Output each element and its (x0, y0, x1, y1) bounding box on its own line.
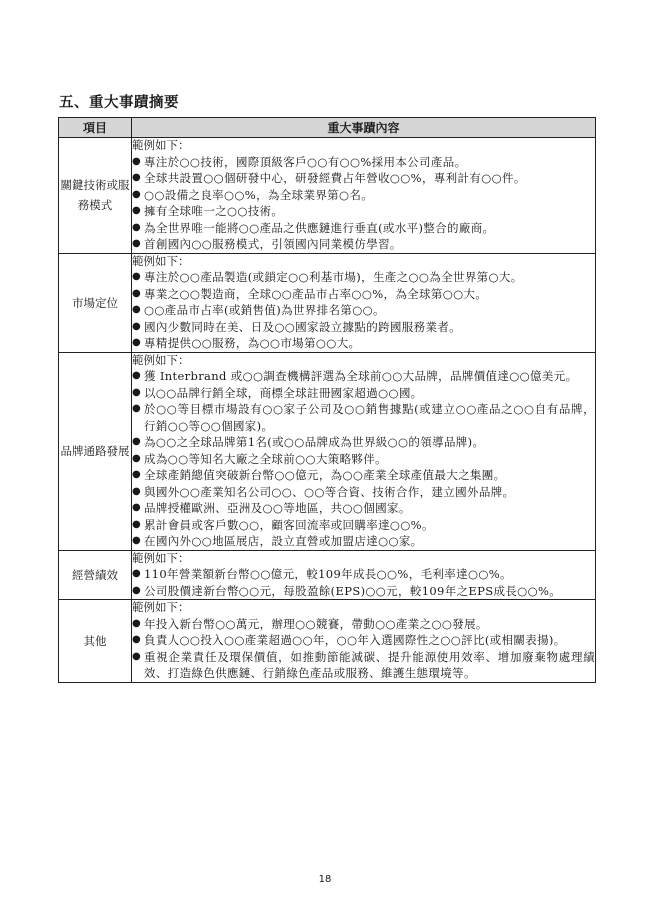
row-content (132, 600, 596, 683)
list-item-text: ○○產品市占率(或銷售值)為世界排名第○○。 (144, 303, 385, 317)
row-content (132, 352, 596, 550)
list-item (132, 632, 595, 649)
table-header-row (59, 118, 596, 138)
list-item-text: 110年營業額新台幣○○億元，較109年成長○○%，毛利率達○○%。 (144, 567, 512, 581)
list-item (132, 616, 595, 633)
row-intro: 範例如下： (132, 138, 190, 152)
list-item-text: ○○設備之良率○○%，為全球業界第○名。 (144, 187, 374, 202)
bullet-icon: ● (132, 584, 142, 596)
bullet-list (132, 616, 595, 682)
list-item-text: 擁有全球唯一之○○技術。 (144, 204, 284, 218)
page-number: 18 (318, 874, 332, 885)
list-item (132, 203, 595, 220)
bullet-icon: ● (132, 403, 142, 414)
list-item-text: 首創國內○○服務模式，引領國內同業模仿學習。 (144, 237, 402, 251)
row-label: 市場定位 (59, 253, 132, 352)
bullet-icon: ● (132, 188, 142, 200)
list-item-text: 為○○之全球品牌第1名(或○○品牌成為世界級○○的領導品牌)。 (144, 435, 485, 449)
bullet-icon: ● (132, 271, 142, 282)
list-item-text: 專精提供○○服務，為○○市場第○○大。 (144, 336, 361, 350)
list-item (132, 583, 595, 600)
list-item (132, 484, 595, 501)
list-item-text: 年投入新台幣○○萬元，辦理○○競賽，帶動○○產業之○○發展。 (144, 616, 488, 631)
list-item-text: 全球產銷總值突破新台幣○○億元，為○○產業全球產值最大之集團。 (144, 468, 506, 482)
list-item (132, 451, 595, 468)
list-item-text: 在國內外○○地區展店，設立直營或加盟店達○○家。 (144, 534, 423, 548)
list-item (132, 467, 595, 484)
list-item (132, 170, 595, 187)
list-item-text: 與國外○○產業知名公司○○、○○等合資、技術合作，建立國外品牌。 (144, 484, 515, 499)
list-item (132, 533, 595, 550)
row-content (132, 550, 596, 600)
bullet-icon: ● (132, 337, 142, 348)
list-item-text: 全球共設置○○個研發中心，研發經費占年營收○○%，專利計有○○件。 (144, 171, 526, 185)
row-intro: 範例如下： (132, 600, 190, 614)
bullet-icon: ● (132, 370, 142, 381)
table-row (59, 253, 596, 352)
bullet-icon: ● (132, 155, 142, 167)
bullet-icon: ● (132, 634, 142, 645)
bullet-icon: ● (132, 469, 142, 480)
list-item (132, 236, 595, 253)
header-item: 項目 (59, 118, 132, 138)
list-item (132, 187, 595, 204)
list-item-text: 負責人○○投入○○產業超過○○年，○○年入選國際性之○○評比(或相關表揚)。 (144, 633, 566, 647)
list-item-text: 為全世界唯一能將○○產品之供應鏈進行垂直(或水平)整合的廠商。 (144, 220, 495, 235)
bullet-icon: ● (132, 568, 142, 579)
header-content: 重大事蹟內容 (132, 118, 596, 138)
list-item-text: 專業之○○製造商，全球○○產品市占率○○%，為全球第○○大。 (144, 286, 488, 301)
list-item (132, 319, 595, 336)
section-title: 五、重大事蹟摘要 (59, 95, 179, 111)
bullet-icon: ● (132, 205, 142, 216)
list-item-text: 成為○○等知名大廠之全球前○○大策略夥伴。 (144, 451, 387, 466)
row-label: 品牌通路發展 (59, 352, 132, 550)
bullet-icon: ● (132, 535, 142, 546)
list-item (132, 286, 595, 303)
list-item-text: 於○○等目標市場設有○○家子公司及○○銷售據點(或建立○○產品之○○自有品牌，行銷○○等○○個國家)。 (144, 402, 595, 433)
bullet-icon: ● (132, 485, 142, 497)
list-item (132, 385, 595, 402)
bullet-icon: ● (132, 287, 142, 299)
bullet-icon: ● (132, 617, 142, 629)
list-item (132, 434, 595, 451)
list-item-text: 品牌授權歐洲、亞洲及○○等地區，共○○個國家。 (144, 501, 411, 515)
list-item-text: 專注於○○產品製造(或鎖定○○利基市場)，生產之○○為全世界第○大。 (144, 270, 523, 284)
summary-table (58, 117, 596, 683)
table-row (59, 352, 596, 550)
list-item (132, 401, 595, 434)
list-item-text: 國內少數同時在美、日及○○國家設立據點的跨國服務業者。 (144, 319, 462, 334)
row-intro: 範例如下： (132, 352, 190, 367)
row-content (132, 138, 596, 254)
row-label: 關鍵技術或服務模式 (59, 138, 132, 254)
row-content (132, 253, 596, 352)
bullet-icon: ● (132, 386, 142, 398)
bullet-icon: ● (132, 221, 142, 233)
list-item-text: 專注於○○技術，國際頂級客戶○○有○○%採用本公司產品。 (144, 154, 467, 169)
list-item (132, 649, 595, 682)
list-item (132, 269, 595, 286)
row-label: 其他 (59, 600, 132, 683)
list-item-text: 獲 Interbrand 或○○調查機構評選為全球前○○大品牌，品牌價值達○○億美元。 (144, 369, 578, 383)
table-row (59, 550, 596, 600)
list-item (132, 368, 595, 385)
bullet-icon: ● (132, 518, 142, 530)
list-item (132, 220, 595, 237)
bullet-icon: ● (132, 502, 142, 513)
list-item-text: 公司股價達新台幣○○元，每股盈餘(EPS)○○元，較109年之EPS成長○○%。 (144, 583, 562, 598)
list-item (132, 517, 595, 534)
bullet-icon: ● (132, 320, 142, 332)
list-item (132, 335, 595, 352)
bullet-icon: ● (132, 436, 142, 447)
table-row (59, 138, 596, 254)
bullet-list (132, 154, 595, 253)
list-item (132, 566, 595, 583)
bullet-icon: ● (132, 650, 142, 662)
bullet-icon: ● (132, 452, 142, 464)
list-item-text: 重視企業責任及環保價值，如推動節能減碳、提升能源使用效率、增加廢棄物處理績效、打造綠色供應鏈、行銷綠色產品或服務、維護生態環境等。 (144, 649, 595, 680)
table-body (59, 138, 596, 683)
list-item-text: 以○○品牌行銷全球，商標全球註冊國家超過○○國。 (144, 385, 423, 400)
row-label: 經營績效 (59, 550, 132, 600)
bullet-list (132, 269, 595, 352)
list-item-text: 累計會員或客戶數○○，顧客回流率或回購率達○○%。 (144, 517, 434, 532)
table-row (59, 600, 596, 683)
bullet-icon: ● (132, 238, 142, 249)
row-intro: 範例如下： (132, 253, 190, 268)
list-item (132, 500, 595, 517)
list-item (132, 302, 595, 319)
bullet-icon: ● (132, 172, 142, 183)
bullet-list (132, 368, 595, 550)
list-item (132, 154, 595, 171)
bullet-icon: ● (132, 304, 142, 315)
bullet-list (132, 566, 595, 599)
row-intro: 範例如下： (132, 550, 190, 565)
